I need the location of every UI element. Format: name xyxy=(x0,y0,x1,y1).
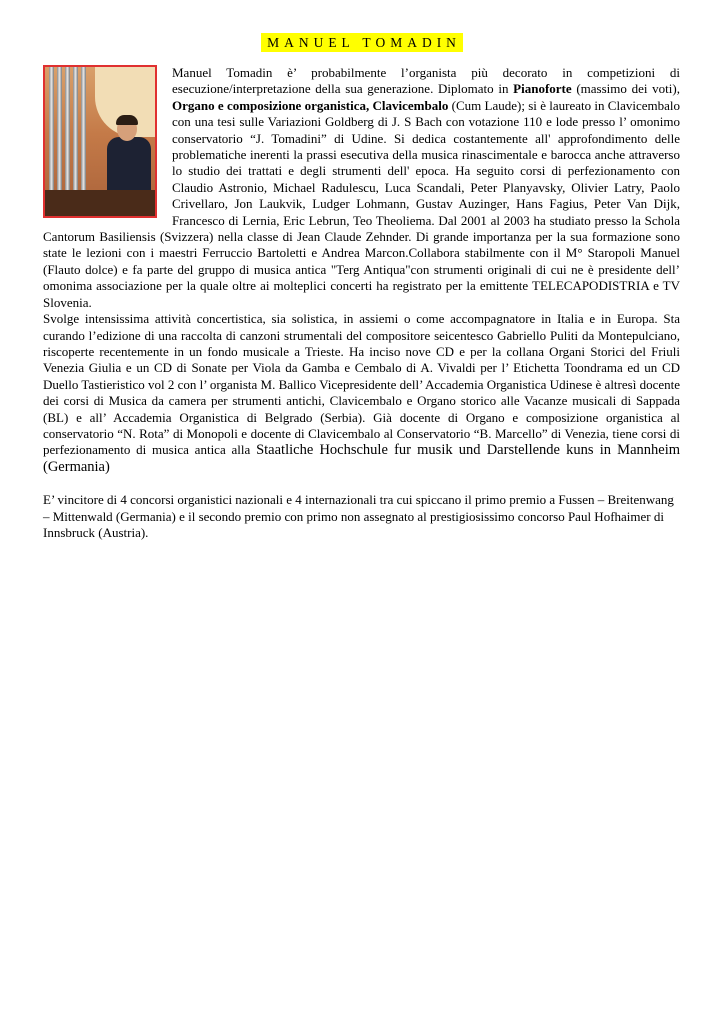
bio-bold-pianoforte: Pianoforte xyxy=(513,81,572,97)
bio-hochschule: Staatliche Hochschule fur musik und Darstellende kuns in Mannheim (Germania) xyxy=(43,442,681,475)
bio-paragraph-2 xyxy=(43,311,680,475)
biography-text xyxy=(43,65,680,541)
page-title: MANUEL TOMADIN xyxy=(261,33,463,52)
bio-text: Manuel Tomadin è’ probabilmente l’organista più decorato in competizioni di esecuzione/interpretazione della sua generazione. Diplomato in xyxy=(172,65,680,97)
paragraph-gap xyxy=(43,475,680,492)
bio-bold-organo: Organo e composizione organistica, Clavicembalo xyxy=(172,97,449,113)
bio-paragraph-3: E’ vincitore di 4 concorsi organistici nazionali e 4 internazionali tra cui spiccano il primo premio a Fussen – Breitenwang – Mittenwald (Germania) e il secondo premio con primo non assegnato al prestigiosissimo concorso Paul Hofhaimer di Innsbruck (Austria). xyxy=(43,492,674,540)
bio-text: (massimo dei voti), xyxy=(571,81,680,97)
bio-text: Svolge intensissima attività concertistica, sia solistica, in assiemi o come accompagnatore in Italia e in Europa. Sta curando l’edizione di una raccolta di canzoni strumentali del compositore seicentesco Gabriello Puliti da Montepulciano, riscoperte recentemente in un fondo musicale a Trieste. Ha inciso nove CD e per la collana Organi Storici del Friuli Venezia Giulia e un CD di Sonate per Viola da Gamba e Cembalo di A. Vivaldi per l’ Etichetta Toondrama ed un CD Duello Tastieristico vol 2 con l’ organista M. Ballico Vicepresidente dell’ Accademia Organistica Udinese è altresì docente dei corsi di Musica da camera per strumenti antichi, Clavicembalo e Organo storico alle Vacanze musicali di Sappada (BL) e all’ Accademia Organistica di Belgrado (Serbia). Già docente di Organo e composizione organistica al conservatorio “N. Rota” di Monopoli e docente di Clavicembalo al Conservatorio “B. Marcello” di Venezia, tiene corsi di perfezionamento di musica antica alla xyxy=(43,311,680,458)
bio-text: (Cum Laude); si è laureato in Clavicembalo con una tesi sulle Variazioni Goldberg di J. S Bach con votazione 110 e lode presso l’ omonimo conservatorio “J. Tomadini” di Udine. Si dedica costantemente all' approfondimento delle problematiche inerenti la prassi esecutiva della musica rinascimentale e barocca anche attraverso lo studio dei trattati e degli strumenti dell' epoca. Ha seguito corsi di perfezionamento con Claudio Astronio, Michael Radulescu, Luca Scandali, Peter Planyavsky, Olivier Latry, Paolo Crivellaro, Jon Laukvik, Ludger Lohmann, Gustav Auzinger, Hans Fagius, Peter Van Dijk, Francesco di Lernia, Eric Lebrun, Teo Theoliema. Dal 2001 al 2003 ha studiato presso la Schola Cantorum Basiliensis (Svizzera) nella classe di Jean Claude Zehnder. Di grande importanza per la sua formazione sono state le lezioni con i maestri Ferruccio Bartoletti e Andrea Marcon.Collabora stabilmente con il M° Staropoli Manuel (Flauto dolce) e fa parte del gruppo di musica antica "Terg Antiqua"con strumenti originali di cui ne è presidente dell’ omonima associazione per la quale oltre ai molteplici concerti ha registrato per la emittente TELECAPODISTRIA e TV Slovenia. xyxy=(43,97,680,310)
title-wrapper xyxy=(0,33,724,52)
photo-spacer xyxy=(43,65,157,218)
